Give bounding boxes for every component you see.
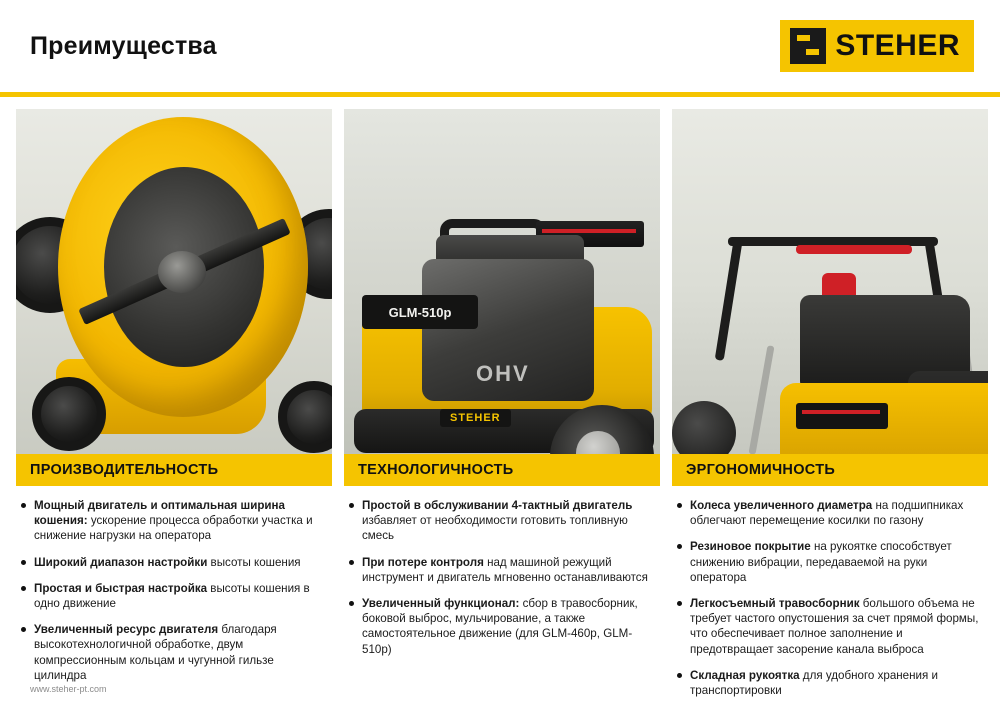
bullet-text: избавляет от необходимости готовить топливную смесь — [362, 514, 628, 543]
section-title-performance: ПРОИЗВОДИТЕЛЬНОСТЬ — [16, 454, 332, 486]
column-technology — [344, 109, 660, 709]
page-title: Преимущества — [30, 31, 217, 60]
bullet-strong: Резиновое покрытие — [690, 540, 811, 554]
columns-container — [0, 97, 1000, 709]
handle-bar-left — [715, 241, 743, 361]
bullet-text: ускорение процесса обработки участка и снижение нагрузки на оператора — [34, 514, 313, 543]
blade-hub — [158, 251, 206, 293]
column-performance — [16, 109, 332, 709]
list-item — [346, 555, 656, 585]
list-item — [674, 596, 984, 657]
bullet-list-performance — [16, 486, 332, 683]
bullet-text: для удобного хранения и транспортировки — [690, 668, 938, 698]
list-item — [18, 498, 328, 544]
bullet-text: высоты кошения — [207, 555, 301, 569]
bullet-strong: Легкосъемный травосборник — [690, 597, 860, 611]
bullet-strong: Увеличенный функционал: — [362, 597, 520, 611]
model-plate — [362, 295, 478, 329]
section-title-technology: ТЕХНОЛОГИЧНОСТЬ — [344, 454, 660, 486]
bullet-strong: Мощный двигатель и оптимальная ширина кошения: — [34, 499, 285, 528]
list-item — [346, 596, 656, 657]
wheel-icon — [278, 381, 332, 453]
logo-mark-icon — [790, 28, 826, 64]
support-leg — [749, 345, 775, 454]
bullet-text: благодаря высокотехнологичной обработке, двум компрессионным кольцам и чугунной гильзе цилиндра — [34, 623, 277, 682]
column-ergonomics — [672, 109, 988, 709]
page-header — [0, 0, 1000, 92]
section-title-ergonomics: ЭРГОНОМИЧНОСТЬ — [672, 454, 988, 486]
bullet-text: большого объема не требует частого опустошения за счет прямой формы, что обеспечивает полное заполнение и предотвращает засорение канала выброса — [690, 597, 979, 656]
list-item — [674, 668, 984, 698]
footer-site-url: www.steher-pt.com — [30, 684, 107, 694]
engine-ohv-text: OHV — [476, 361, 530, 386]
brand-name: STEHER — [835, 29, 960, 62]
photo-engine-glm-510p — [344, 109, 660, 454]
bullet-text: на подшипниках облегчают перемещение косилки по газону — [690, 499, 964, 528]
list-item — [674, 498, 984, 528]
wheel-icon — [672, 401, 736, 454]
list-item — [346, 498, 656, 544]
list-item — [674, 539, 984, 585]
bullet-text: высоты кошения в одно движение — [34, 581, 310, 611]
wheel-icon — [32, 377, 106, 451]
control-lever — [796, 245, 912, 254]
bullet-text: над машиной режущий инструмент и двигатель мгновенно останавливаются — [362, 555, 648, 584]
bullet-strong: Увеличенный ресурс двигателя — [34, 623, 219, 637]
brand-logo — [780, 20, 974, 72]
bullet-text: на рукоятке способствует снижению вибрации, передаваемой на руки оператора — [690, 540, 952, 584]
list-item — [18, 555, 328, 570]
bullet-list-ergonomics — [672, 486, 988, 698]
bullet-strong: Простая и быстрая настройка — [34, 581, 208, 595]
brand-badge: STEHER — [440, 409, 511, 427]
photo-mower-deck-blade — [16, 109, 332, 454]
list-item — [18, 622, 328, 683]
bullet-strong: Простой в обслуживании 4-тактный двигатель — [362, 499, 633, 512]
bullet-strong: Широкий диапазон настройки — [34, 555, 208, 569]
model-plate — [796, 403, 888, 429]
bullet-strong: При потере контроля — [362, 555, 484, 569]
footer-bar — [0, 702, 1000, 706]
bullet-strong: Складная рукоятка — [690, 668, 800, 682]
model-plate-text: GLM-510p — [388, 304, 452, 320]
bullet-strong: Колеса увеличенного диаметра — [690, 499, 873, 512]
list-item — [18, 581, 328, 611]
photo-handle-grass-box — [672, 109, 988, 454]
bullet-text: сбор в травосборник, боковой выброс, мульчирование, а также самостоятельное движение (для GLM-460p, GLM-510p) — [362, 597, 638, 656]
bullet-list-technology — [344, 486, 660, 657]
